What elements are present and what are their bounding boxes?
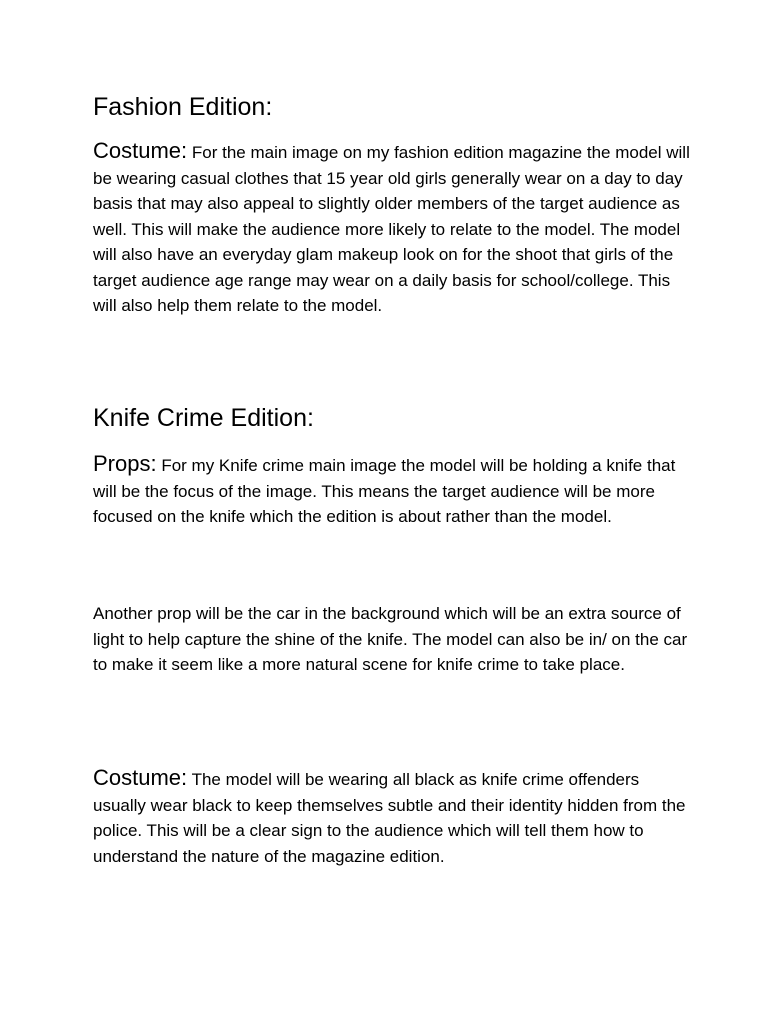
- knife-props-paragraph: [93, 451, 693, 530]
- knife-car-prop-paragraph: Another prop will be the car in the background which will be an extra source of light to help capture the shine of the knife. The model can also be in/ on the car to make it seem like a more natural scene for knife crime to take place.: [93, 604, 688, 674]
- knife-costume-paragraph: [93, 765, 693, 869]
- knife-props-label: Props:: [93, 451, 157, 476]
- knife-costume-label: Costume:: [93, 765, 188, 790]
- knife-costume-text: The model will be wearing all black as knife crime offenders usually wear black to keep themselves subtle and their identity hidden from the police. This will be a clear sign to the audience which will tell them how to understand the nature of the magazine edition.: [93, 770, 686, 866]
- fashion-costume-text: For the main image on my fashion edition magazine the model will be wearing casual clothes that 15 year old girls generally wear on a day to day basis that may also appeal to slightly older members of the target audience as well. This will make the audience more likely to relate to the model. The model will also have an everyday glam makeup look on for the shoot that girls of the target audience age range may wear on a daily basis for school/college. This will also help them relate to the model.: [93, 143, 690, 315]
- fashion-edition-heading: Fashion Edition:: [93, 93, 273, 121]
- fashion-costume-label: Costume:: [93, 138, 188, 163]
- knife-crime-edition-heading: Knife Crime Edition:: [93, 404, 314, 432]
- knife-props-text: For my Knife crime main image the model will be holding a knife that will be the focus of the image. This means the target audience will be more focused on the knife which the edition is about rather than the model.: [93, 456, 676, 526]
- fashion-costume-paragraph: [93, 138, 693, 319]
